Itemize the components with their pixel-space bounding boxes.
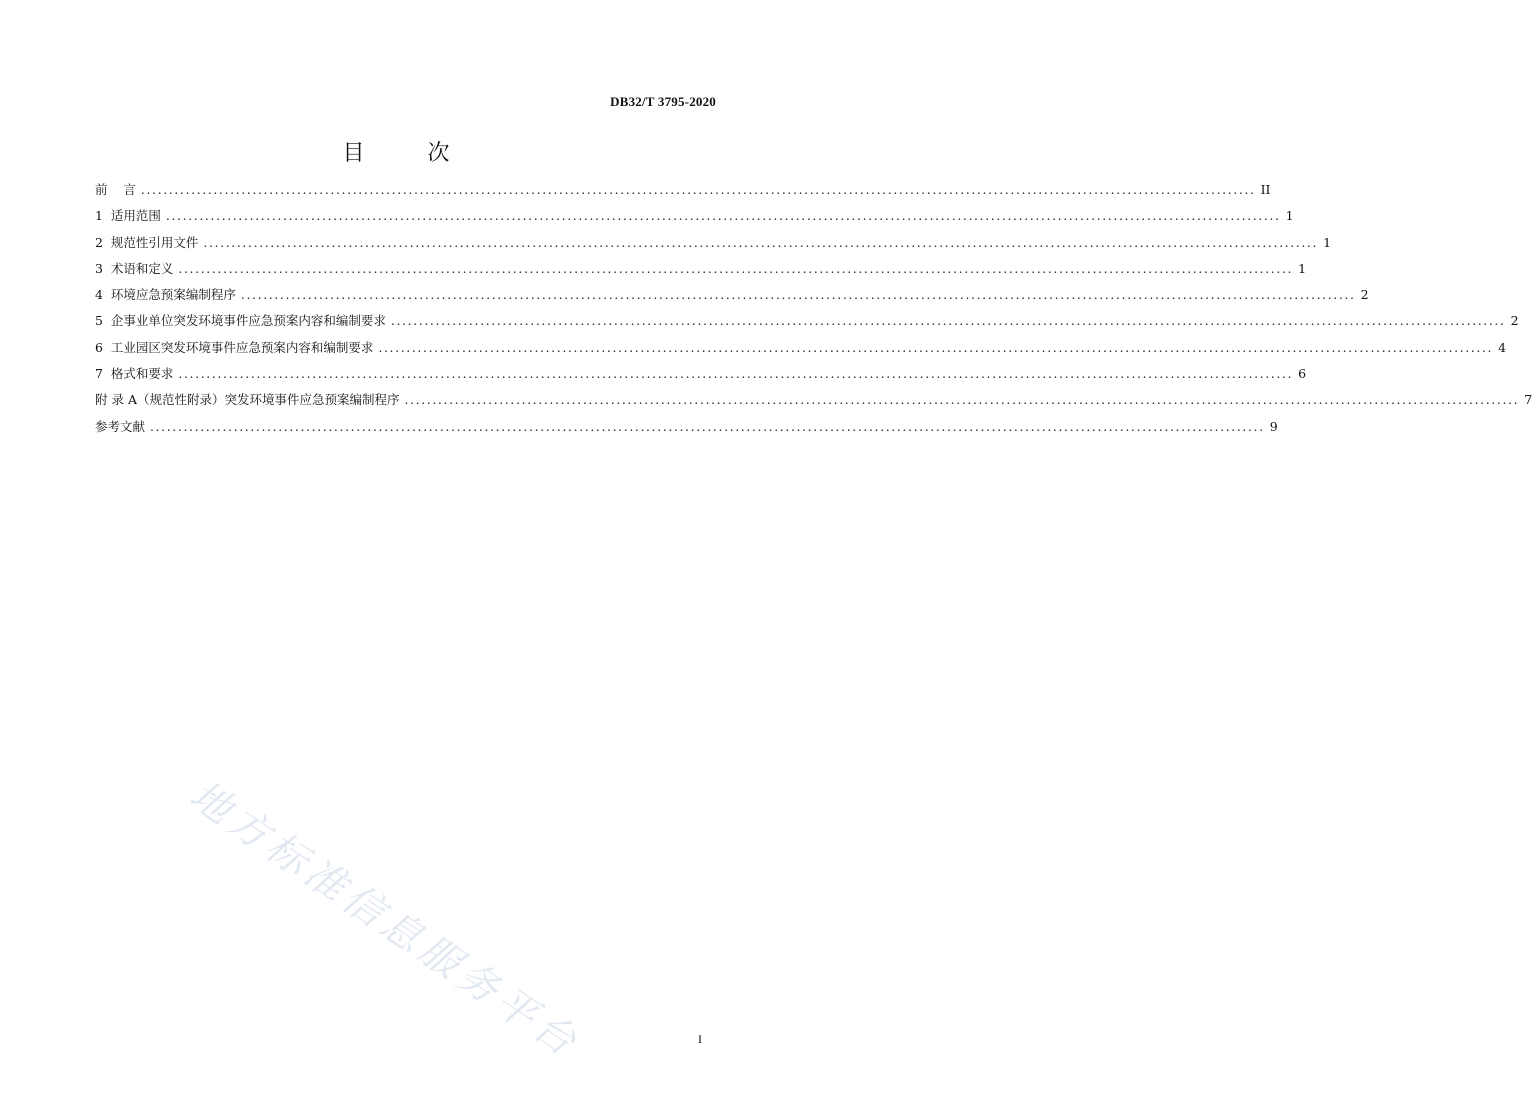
- page-number: I: [698, 1032, 702, 1046]
- toc-entry-label: 4 环境应急预案编制程序: [95, 287, 236, 303]
- standard-code: DB32/T 3795-2020: [610, 94, 716, 109]
- toc-leader-dots: ........................................................................................................................................................................................................: [404, 392, 1520, 408]
- toc-entry-normative-references[interactable]: [95, 233, 1332, 259]
- toc-entry-label: 3 术语和定义: [95, 260, 174, 276]
- toc-entry-label: 1 适用范围: [95, 208, 161, 224]
- toc-entry-page: 9: [1269, 418, 1278, 434]
- toc-entry-foreword[interactable]: [95, 180, 1271, 206]
- toc-entry-industrial-park-plan[interactable]: [95, 338, 1507, 364]
- toc-entry-enterprise-plan[interactable]: [95, 311, 1519, 337]
- toc-entry-page: II: [1260, 182, 1271, 197]
- toc-entry-scope[interactable]: [95, 206, 1294, 232]
- toc-entry-page: 1: [1285, 208, 1294, 224]
- toc-entry-appendix-a[interactable]: [95, 390, 1532, 416]
- toc-leader-dots: ........................................................................................................................................................................................................: [203, 234, 1319, 250]
- toc-entry-label: 5 企事业单位突发环境事件应急预案内容和编制要求: [95, 313, 386, 329]
- toc-entry-page: 4: [1498, 339, 1507, 355]
- toc-leader-dots: ........................................................................................................................................................................................................: [390, 313, 1506, 329]
- toc-entry-compilation-procedure[interactable]: [95, 285, 1369, 311]
- toc-entry-page: 1: [1323, 234, 1332, 250]
- toc-leader-dots: ........................................................................................................................................................................................................: [240, 287, 1356, 303]
- toc-leader-dots: ........................................................................................................................................................................................................: [178, 366, 1294, 382]
- toc-title: 目 次: [342, 141, 478, 166]
- toc-entry-page: 1: [1298, 260, 1307, 276]
- toc-entry-format-requirements[interactable]: [95, 364, 1307, 390]
- toc-entry-label: 参考文献: [95, 418, 146, 434]
- toc-leader-dots: ........................................................................................................................................................................................................: [165, 208, 1281, 224]
- toc-entry-terms-definitions[interactable]: [95, 259, 1307, 285]
- watermark: 地方标准信息服务平台: [181, 772, 589, 1068]
- toc-entry-label: 附 录 A（规范性附录）突发环境事件应急预案编制程序: [95, 392, 400, 408]
- toc-leader-dots: ........................................................................................................................................................................................................: [378, 339, 1494, 355]
- toc-list: [95, 180, 1532, 443]
- toc-leader-dots: ........................................................................................................................................................................................................: [140, 182, 1256, 197]
- toc-leader-dots: ........................................................................................................................................................................................................: [150, 418, 1265, 434]
- toc-entry-page: 2: [1360, 287, 1369, 303]
- toc-entry-label: 7 格式和要求: [95, 366, 174, 382]
- toc-entry-label: 2 规范性引用文件: [95, 234, 199, 250]
- toc-leader-dots: ........................................................................................................................................................................................................: [178, 260, 1294, 276]
- toc-entry-bibliography[interactable]: [95, 417, 1278, 443]
- toc-entry-label: 6 工业园区突发环境事件应急预案内容和编制要求: [95, 339, 374, 355]
- toc-entry-page: 6: [1298, 366, 1307, 382]
- toc-entry-page: 7: [1524, 392, 1532, 408]
- toc-entry-label: 前 言: [95, 182, 136, 197]
- toc-entry-page: 2: [1510, 313, 1519, 329]
